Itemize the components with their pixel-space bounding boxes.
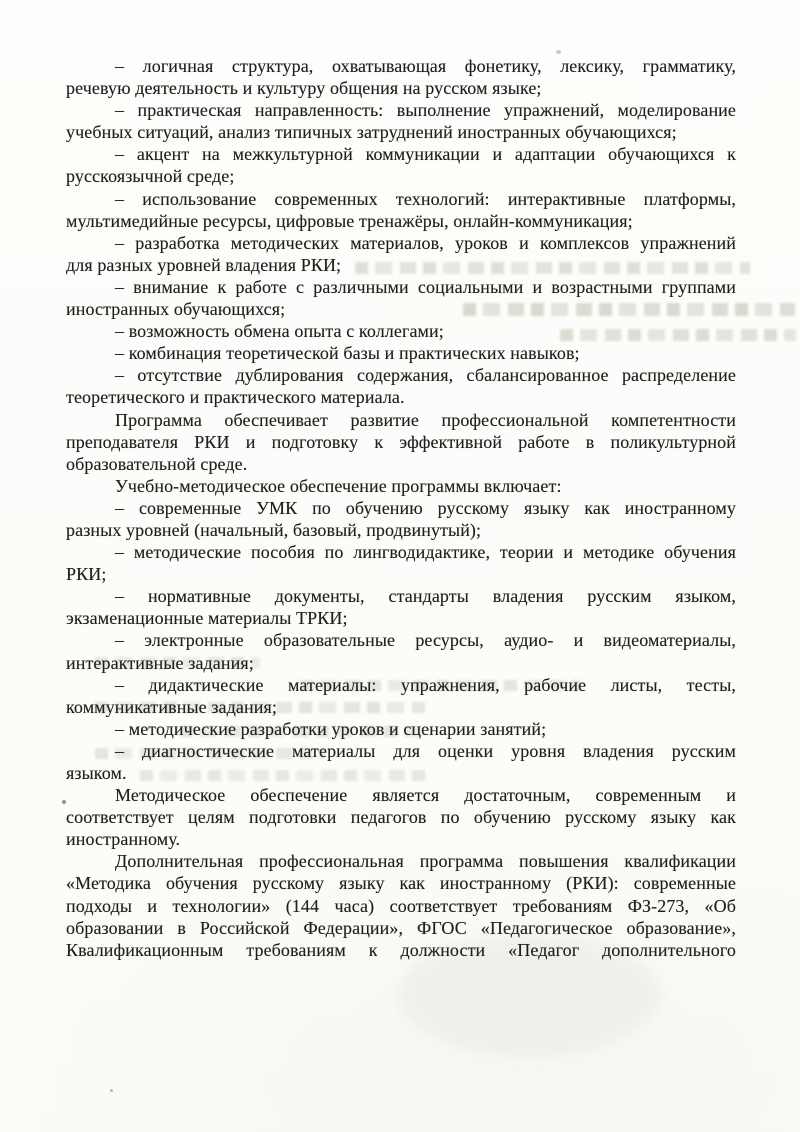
text-line: – внимание к работе с различными социальными и возрастными группами <box>115 276 736 297</box>
text-line: – отсутствие дублирования содержания, сбалансированное распределение <box>115 365 736 386</box>
text-line: «Методика обучения русскому языку как иностранному (РКИ): современные <box>66 873 736 894</box>
paragraph <box>66 541 736 585</box>
paragraph <box>66 364 736 408</box>
text-line: – современные УМК по обучению русскому языку как иностранному <box>115 497 736 518</box>
paragraph <box>66 674 736 718</box>
text-line: языком. <box>66 763 127 783</box>
text-line: – использование современных технологий: интерактивные платформы, <box>115 188 736 209</box>
text-line: – логичная структура, охватывающая фонетику, лексику, грамматику, <box>115 56 736 76</box>
text-line: Учебно-методическое обеспечение программы включает: <box>115 475 562 496</box>
paragraph <box>66 585 736 629</box>
paragraph <box>66 629 736 673</box>
text-line: – дидактические материалы: упражнения, рабочие листы, тесты, <box>115 674 736 695</box>
paragraph <box>66 409 736 475</box>
text-line: русскоязычной среде; <box>66 166 235 187</box>
paragraph <box>66 850 736 960</box>
paragraph <box>66 320 736 342</box>
text-line: Дополнительная профессиональная программа повышения квалификации <box>115 851 736 872</box>
document-text <box>66 55 736 961</box>
paragraph <box>66 475 736 497</box>
paragraph <box>66 99 736 143</box>
text-line: РКИ; <box>66 564 107 585</box>
text-line: – электронные образовательные ресурсы, аудио- и видеоматериалы, <box>115 630 736 651</box>
text-line: экзаменационные материалы ТРКИ; <box>66 608 348 629</box>
text-line: – нормативные документы, стандарты владения русским языком, <box>115 586 736 607</box>
text-line: соответствует целям подготовки педагогов по обучению русскому языку как <box>66 807 736 828</box>
text-line: – диагностические материалы для оценки уровня владения русским <box>115 740 736 761</box>
text-line: – акцент на межкультурной коммуникации и адаптации обучающихся к <box>115 144 736 165</box>
text-line: мультимедийные ресурсы, цифровые тренажёры, онлайн-коммуникация; <box>66 210 633 231</box>
text-line: – комбинация теоретической базы и практических навыков; <box>115 343 580 364</box>
text-line: интерактивные задания; <box>66 652 254 673</box>
paragraph <box>66 342 736 364</box>
text-line: подходы и технологии» (144 часа) соответствует требованиям ФЗ-273, «Об <box>66 895 736 916</box>
text-line: образовании в Российской Федерации», ФГОС «Педагогическое образование», <box>66 917 736 938</box>
text-line: учебных ситуаций, анализ типичных затруднений иностранных обучающихся; <box>66 122 677 143</box>
paragraph <box>66 232 736 276</box>
paragraph <box>66 740 736 784</box>
paragraph <box>66 276 736 320</box>
paragraph <box>66 784 736 850</box>
text-line: – методические пособия по лингводидактике, теории и методике обучения <box>115 542 736 563</box>
text-line: – возможность обмена опыта с коллегами; <box>115 321 444 342</box>
paragraph <box>66 188 736 232</box>
text-line: – методические разработки уроков и сценарии занятий; <box>115 718 547 739</box>
text-line: речевую деятельность и культуру общения на русском языке; <box>66 78 542 99</box>
paragraph <box>66 55 736 99</box>
scan-speck <box>110 1089 113 1092</box>
scan-speck <box>556 50 561 54</box>
text-line: преподавателя РКИ и подготовку к эффективной работе в поликультурной <box>66 431 736 452</box>
text-line: коммуникативные задания; <box>66 696 277 717</box>
text-line: теоретического и практического материала. <box>66 387 405 408</box>
text-line: – разработка методических материалов, уроков и комплексов упражнений <box>115 232 736 253</box>
paragraph <box>66 497 736 541</box>
text-line: Квалификационным требованиям к должности «Педагог дополнительного <box>66 939 736 960</box>
text-line: Методическое обеспечение является достаточным, современным и <box>115 785 736 806</box>
paragraph <box>66 718 736 740</box>
text-line: разных уровней (начальный, базовый, продвинутый); <box>66 519 482 540</box>
paragraph <box>66 143 736 187</box>
text-line: Программа обеспечивает развитие профессиональной компетентности <box>115 409 736 430</box>
text-line: для разных уровней владения РКИ; <box>66 254 342 275</box>
text-line: иностранных обучающихся; <box>66 299 286 320</box>
text-line: образовательной среде. <box>66 453 248 474</box>
text-line: иностранному. <box>66 829 181 850</box>
text-line: – практическая направленность: выполнение упражнений, моделирование <box>115 100 736 121</box>
